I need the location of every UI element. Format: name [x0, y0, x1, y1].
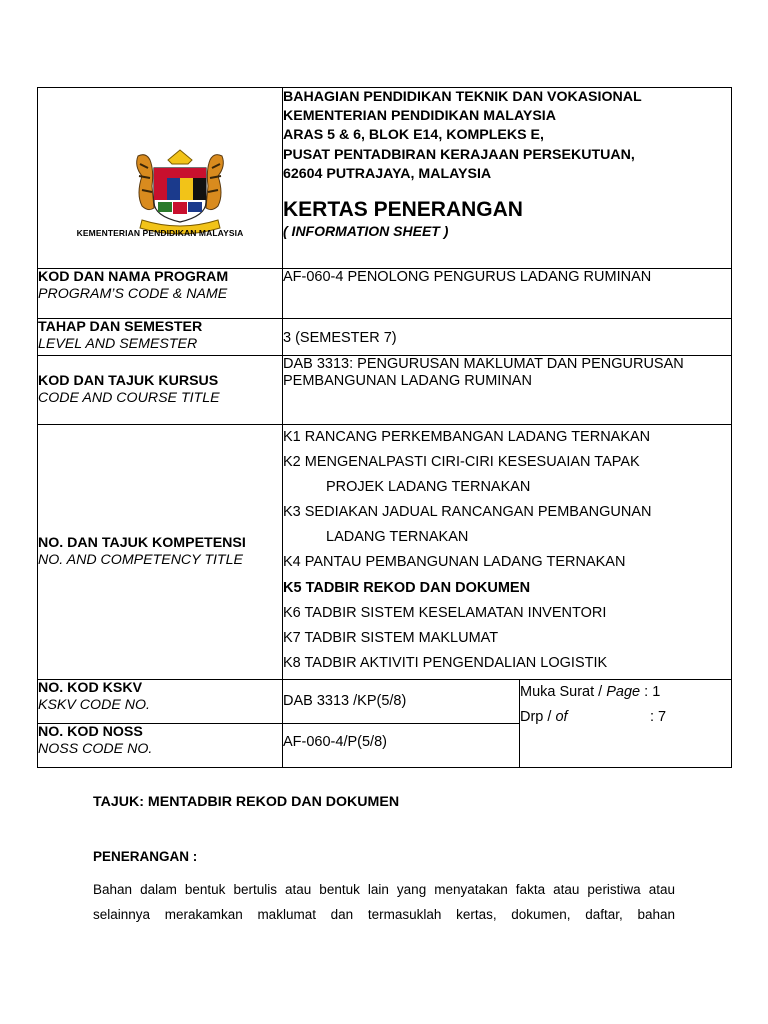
logo-cell: [38, 88, 283, 269]
program-label-cell: [38, 269, 283, 319]
kskv-label-en: KSKV CODE NO.: [38, 697, 150, 713]
list-item: K8 TADBIR AKTIVITI PENGENDALIAN LOGISTIK: [283, 654, 608, 671]
level-label: TAHAP DAN SEMESTER: [38, 319, 203, 335]
level-label-cell: [38, 319, 283, 356]
list-item: PROJEK LADANG TERNAKAN: [326, 479, 531, 496]
list-item: K3 SEDIAKAN JADUAL RANCANGAN PEMBANGUNAN: [283, 504, 652, 521]
information-sheet-table: [37, 87, 732, 768]
page-number: Muka Surat / Page : 1: [520, 684, 661, 700]
document-title: KERTAS PENERANGAN: [283, 198, 523, 222]
address-line: ARAS 5 & 6, BLOK E14, KOMPLEKS E,: [283, 127, 544, 144]
topic-heading: TAJUK: MENTADBIR REKOD DAN DOKUMEN: [93, 794, 400, 810]
body-paragraph: Bahan dalam bentuk bertulis atau bentuk lain yang menyatakan fakta atau peristiwa atau selainnya merakamkan maklumat dan termasuklah kertas, dokumen, daftar, bahan: [93, 882, 675, 922]
page-total: Drp / of : 7: [520, 709, 667, 725]
kskv-label-cell: [38, 680, 283, 724]
program-label-en: PROGRAM’S CODE & NAME: [38, 286, 228, 302]
level-label-en: LEVEL AND SEMESTER: [38, 336, 198, 352]
noss-label-cell: [38, 724, 283, 768]
competency-label-cell: [38, 425, 283, 680]
program-label: KOD DAN NAMA PROGRAM: [38, 269, 229, 285]
section-heading: PENERANGAN :: [93, 849, 198, 864]
malaysia-coat-of-arms-icon: [120, 146, 240, 256]
level-value: 3 (SEMESTER 7): [283, 319, 732, 356]
list-item: LADANG TERNAKAN: [326, 529, 469, 546]
kskv-label: NO. KOD KSKV: [38, 680, 143, 696]
course-label: KOD DAN TAJUK KURSUS: [38, 373, 219, 389]
list-item: K6 TADBIR SISTEM KESELAMATAN INVENTORI: [283, 604, 607, 621]
address-line: KEMENTERIAN PENDIDIKAN MALAYSIA: [283, 108, 556, 125]
list-item: K2 MENGENALPASTI CIRI-CIRI KESESUAIAN TAPAK: [283, 454, 640, 471]
course-label-cell: [38, 356, 283, 425]
competency-label-en: NO. AND COMPETENCY TITLE: [38, 552, 243, 568]
noss-label: NO. KOD NOSS: [38, 724, 143, 740]
list-item: K4 PANTAU PEMBANGUNAN LADANG TERNAKAN: [283, 554, 626, 571]
list-item: K1 RANCANG PERKEMBANGAN LADANG TERNAKAN: [283, 429, 651, 445]
noss-label-en: NOSS CODE NO.: [38, 741, 153, 757]
competency-label: NO. DAN TAJUK KOMPETENSI: [38, 535, 246, 551]
address-line: 62604 PUTRAJAYA, MALAYSIA: [283, 165, 492, 182]
list-item: K7 TADBIR SISTEM MAKLUMAT: [283, 629, 499, 646]
address-line: BAHAGIAN PENDIDIKAN TEKNIK DAN VOKASIONAL: [283, 89, 642, 105]
course-value: DAB 3313: PENGURUSAN MAKLUMAT DAN PENGURUSAN PEMBANGUNAN LADANG RUMINAN: [283, 356, 732, 425]
competency-list: [283, 425, 732, 680]
header-address-cell: [283, 88, 732, 269]
page-info-cell: [520, 680, 732, 768]
program-value: AF-060-4 PENOLONG PENGURUS LADANG RUMINAN: [283, 269, 732, 319]
course-label-en: CODE AND COURSE TITLE: [38, 390, 220, 406]
list-item-current: K5 TADBIR REKOD DAN DOKUMEN: [283, 579, 531, 596]
address-line: PUSAT PENTADBIRAN KERAJAAN PERSEKUTUAN,: [283, 146, 635, 163]
document-subtitle: ( INFORMATION SHEET ): [283, 223, 449, 240]
noss-value: AF-060-4/P(5/8): [283, 724, 520, 768]
logo-caption: KEMENTERIAN PENDIDIKAN MALAYSIA: [76, 228, 244, 238]
kskv-value: DAB 3313 /KP(5/8): [283, 680, 520, 724]
